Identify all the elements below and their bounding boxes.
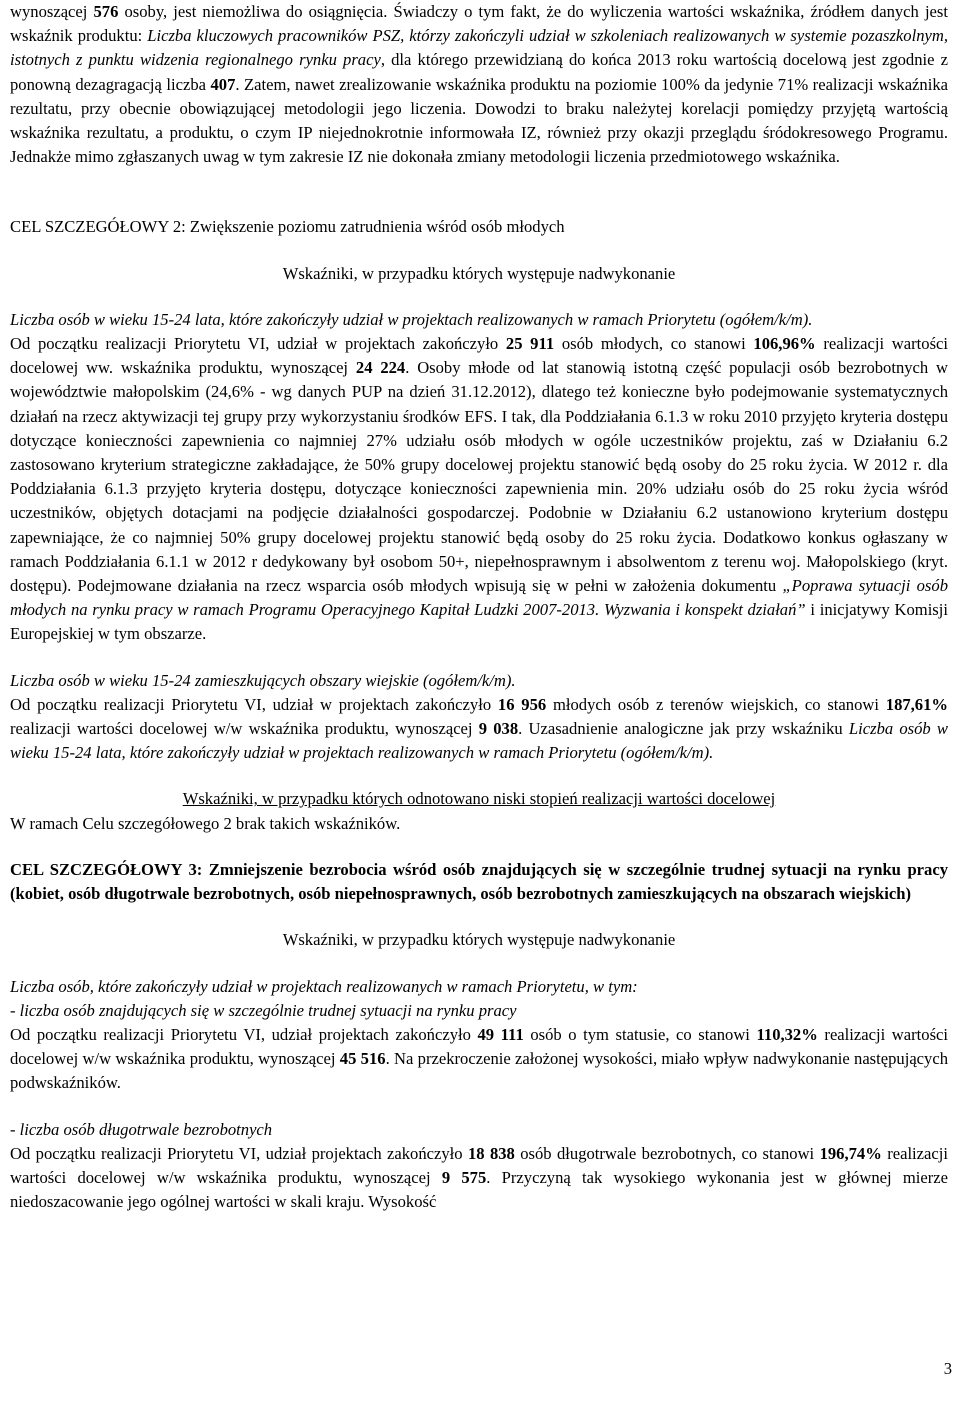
text-run: . Na przekroczenie założonej wysokości, miało wpływ nadwykonanie następujących podwskaźników. [10, 1049, 949, 1093]
goal2-overperformance-subheading: Wskaźniki, w przypadku których występuje nadwykonanie [282, 263, 676, 283]
intro-paragraph [10, 0, 948, 169]
text-run: osób młodych, co stanowi [554, 334, 754, 354]
text-run: , dla którego przewidzianą do końca 2013 roku wartością docelową jest zgodnie z ponowną dezagragacją liczba [10, 50, 948, 94]
indicator-title: Liczba osób w wieku 15-24 zamieszkujących obszary wiejskie (ogółem/k/m). [10, 670, 516, 690]
text-run: . Osoby młode od lat stanowią istotną część populacji osób bezrobotnych w województwie małopolskim (24,6% - wg danych PUP na dzień 31.12.2012), dlatego też konieczne było podejmowanie systematycznych działań na rzecz aktywizacji tej grupy przy wykorzystaniu środków EFS. I tak, dla Poddziałania 6.1.3 w roku 2010 przyjęto kryteria dostępu dotyczące konieczności zapewnienia co najmniej 27% udziału osób młodych w ogóle uczestników projektu, zaś w Działaniu 6.2 zastosowano kryterium strategiczne zakładające, że 50% grupy docelowej projektu stanowić będą osoby do 25 roku życia. W 2012 r. dla Poddziałania 6.1.3 przyjęto kryteria dostępu, dotyczące konieczności zapewnienia min. 20% udziału osób do 25 roku życia wśród uczestników, objętych dotacjami na podjęcie działalności gospodarczej. Podobnie w Działaniu 6.2 ustanowiono kryterium dostępu zapewniające, że co najmniej 50% grupy docelowej projektu stanowić będą osoby do 25 roku życia. Dodatkowo konkus ogłaszany w ramach Poddziałania 6.1.1 w 2012 r dedykowany był osobom 50+, niepełnosprawnym i absolwentom z terenu woj. Małopolskiego (kryt. dostępu). Podejmowane działania na rzecz wsparcia osób młodych wpisują się w pełni w założenia dokumentu [10, 358, 949, 596]
goal2-indicator2-text [10, 693, 948, 766]
value-576: 576 [93, 2, 119, 21]
value: 24 224 [355, 358, 406, 378]
value-407: 407 [210, 74, 236, 94]
document-title: „Poprawa sytuacji osób młodych na rynku pracy w ramach Programu Operacyjnego Kapitał Ludzki 2007-2013. Wyzwania i konspekt działań” [10, 576, 948, 620]
text-run: osób o tym statusie, co stanowi [523, 1024, 757, 1044]
goal2-low-text: W ramach Celu szczegółowego 2 brak takich wskaźników. [10, 813, 401, 833]
indicator-title: Liczba osób, które zakończyły udział w projektach realizowanych w ramach Priorytetu, w tym: [10, 976, 638, 996]
goal2-indicator1-text [10, 332, 948, 647]
text-run: wynoszącej [10, 2, 94, 21]
goal3-indicator-title [10, 975, 948, 999]
value: 106,96% [753, 334, 816, 354]
text-run: Od początku realizacji Priorytetu VI, udział projektach zakończyło [10, 1024, 478, 1044]
value: 16 956 [497, 694, 547, 714]
text-run: młodych osób z terenów wiejskich, co stanowi [546, 694, 886, 714]
value: 110,32% [756, 1024, 818, 1044]
value: 45 516 [339, 1049, 386, 1069]
value: 18 838 [467, 1143, 515, 1163]
text-run: i inicjatywy Komisji Europejskiej w tym obszarze. [10, 600, 948, 644]
goal2-indicator1-title [10, 308, 948, 332]
indicator-name: Liczba kluczowych pracowników PSZ, którzy zakończyli udział w szkoleniach realizowanych w systemie pozaszkolnym, istotnych z punktu widzenia regionalnego rynku pracy [10, 26, 948, 70]
goal3-sub2-text [10, 1142, 948, 1215]
goal3-sub1-title [10, 999, 948, 1023]
text-run: . Uzasadnienie analogiczne jak przy wskaźniku [518, 719, 849, 739]
text-run: Od początku realizacji Priorytetu VI, udział w projektach zakończyło [10, 694, 498, 714]
goal3-sub1-text [10, 1023, 948, 1096]
goal2-low-subheading [10, 787, 948, 811]
goal3-sub2-title [10, 1118, 948, 1142]
subheading-text: Wskaźniki, w przypadku których odnotowano niski stopień realizacji wartości docelowej [182, 789, 776, 809]
text-run: . Przyczyną tak wysokiego wykonania jest w głównej mierze niedoszacowanie jego ogólnej wartości w skali kraju. Wysokość [10, 1167, 948, 1212]
text-run: osób długotrwale bezrobotnych, co stanowi [514, 1143, 820, 1163]
goal2-indicator2-title [10, 669, 948, 693]
goal3-overperformance-subheading: Wskaźniki, w przypadku których występuje nadwykonanie [282, 930, 676, 950]
text-run: realizacji wartości docelowej w/w wskaźnika produktu, wynoszącej [10, 1143, 948, 1187]
indicator-title: Liczba osób w wieku 15-24 lata, które zakończyły udział w projektach realizowanych w ramach Priorytetu (ogółem/k/m). [10, 309, 813, 329]
text-run: Od początku realizacji Priorytetu VI, udział w projektach zakończyło [10, 334, 506, 354]
text-run: osoby, jest niemożliwa do osiągnięcia. Świadczy o tym fakt, że do wyliczenia wartości wskaźnika, źródłem danych jest wskaźnik produktu: [10, 2, 948, 46]
value: 187,61% [885, 694, 948, 714]
text-run: realizacji wartości docelowej w/w wskaźnika produktu, wynoszącej [10, 719, 479, 739]
value: 49 111 [477, 1024, 524, 1044]
page-number: 3 [943, 1359, 952, 1378]
value: 25 911 [505, 334, 555, 354]
subindicator-title: - liczba osób znajdujących się w szczególnie trudnej sytuacji na rynku pracy [10, 1000, 517, 1020]
text-run: realizacji wartości docelowej w/w wskaźnika produktu, wynoszącej [10, 1024, 949, 1069]
indicator-name: Liczba osób w wieku 15-24 lata, które zakończyły udział w projektach realizowanych w ramach Priorytetu (ogółem/k/m). [10, 719, 948, 763]
text-run: . Zatem, nawet zrealizowanie wskaźnika produktu na poziomie 100% da jedynie 71% realizacji wskaźnika rezultatu, przy obecnie obowiązującej metodologii jego liczenia. Dowodzi to braku należytej korelacji pomiędzy przyjętą wartością wskaźnika rezultatu, a produktu, o czym IP niejednokrotnie informowała IZ, również przy okazji przeglądu śródokresowego Programu. Jednakże mimo zgłaszanych uwag w tym zakresie IZ nie dokonała zmiany metodologii liczenia przedmiotowego wskaźnika. [10, 74, 948, 167]
text-run: Od początku realizacji Priorytetu VI, udział projektach zakończyło [10, 1143, 468, 1163]
document-page [10, 0, 948, 1214]
text-run: realizacji wartości docelowej ww. wskaźnika produktu, wynoszącej [10, 334, 949, 378]
goal2-heading: CEL SZCZEGÓŁOWY 2: Zwiększenie poziomu zatrudnienia wśród osób młodych [10, 217, 565, 237]
value: 9 038 [478, 719, 519, 739]
value: 9 575 [441, 1167, 487, 1187]
subindicator-title: - liczba osób długotrwale bezrobotnych [10, 1119, 273, 1139]
value: 196,74% [819, 1143, 882, 1163]
goal3-heading: CEL SZCZEGÓŁOWY 3: Zmniejszenie bezrobocia wśród osób znajdujących się w szczególnie trudnej sytuacji na rynku pracy (kobiet, osób długotrwale bezrobotnych, osób niepełnosprawnych, osób bezrobotnych zamieszkujących na obszarach wiejskich) [10, 859, 948, 904]
